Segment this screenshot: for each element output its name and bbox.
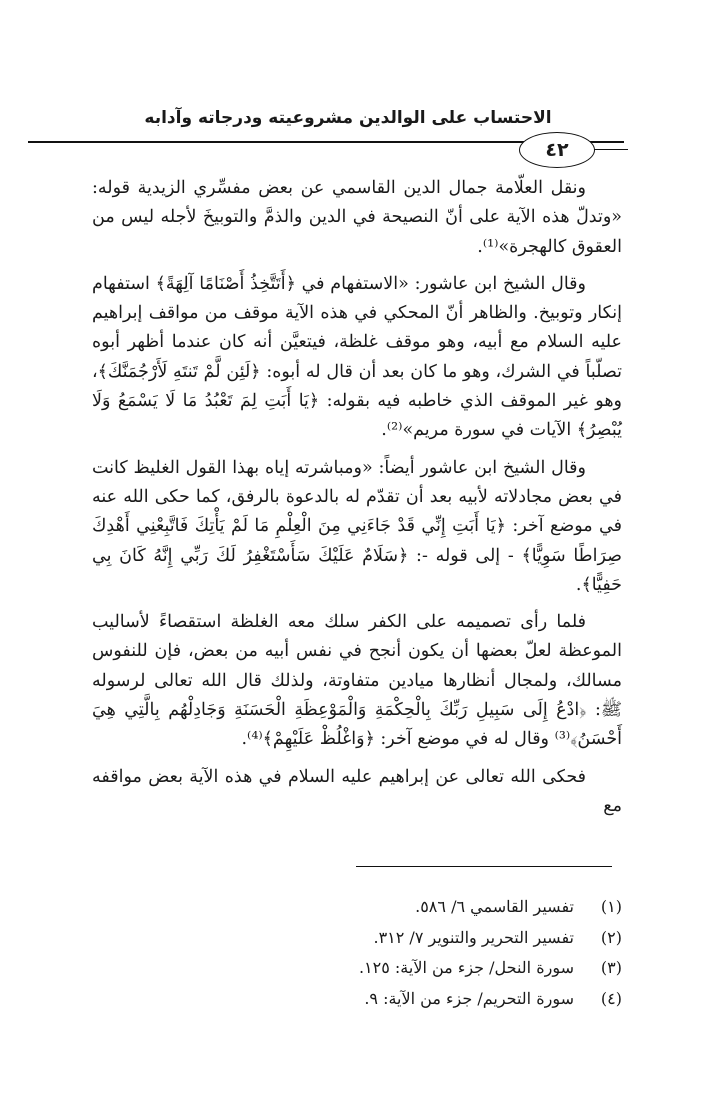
- footnote-text: تفسير التحرير والتنوير ٧/ ٣١٢.: [373, 927, 574, 947]
- footnote-number: (٤): [600, 988, 622, 1008]
- running-header-title: الاحتساب على الوالدين مشروعيته ودرجاته وآدابه: [144, 108, 552, 128]
- footnote-number: (١): [600, 897, 622, 916]
- footnote: [92, 923, 622, 954]
- footnote-separator: [356, 866, 612, 867]
- page-number-tail-rule: [594, 149, 628, 150]
- paragraph: فلما رأى تصميمه على الكفر سلك معه الغلظة استقصاءً لأساليب الموعظة لعلّ بعضها أن يكون أنجح في نفس أبيه من بعض، فإن للنفوس مسالك، ولمجال أنظارها ميادين متفاوتة، ولذلك قال الله تعالى لرسوله ﷺ: ﴿ادْعُ إِلَى سَبِيلِ رَبِّكَ بِالْحِكْمَةِ وَالْمَوْعِظَةِ الْحَسَنَةِ وَجَادِلْهُم بِالَّتِي هِيَ أَحْسَنُ﴾⁽³⁾ وقال له في موضع آخر: ﴿وَاغْلُظْ عَلَيْهِمْ﴾⁽⁴⁾.: [92, 612, 622, 750]
- paragraph: وقال الشيخ ابن عاشور أيضاً: «ومباشرته إياه بهذا القول الغليظ كانت في بعض مجادلاته لأبيه بعد أن تقدّم له بالدعوة بالرفق، كما حكى الله عنه في موضع آخر: ﴿يَا أَبَتِ إِنِّي قَدْ جَاءَنِي مِنَ الْعِلْمِ مَا لَمْ يَأْتِكَ فَاتَّبِعْنِي أَهْدِكَ صِرَاطًا سَوِيًّا﴾ - إلى قوله -: ﴿سَلَامٌ عَلَيْكَ سَأَسْتَغْفِرُ لَكَ رَبِّي إِنَّهُ كَانَ بِي حَفِيًّا﴾.: [92, 457, 622, 595]
- footnote: [92, 892, 622, 923]
- footnote-number: (٢): [600, 927, 622, 947]
- body-text: [92, 174, 622, 821]
- footnote-text: تفسير القاسمي ٦/ ٥٨٦.: [415, 897, 574, 916]
- paragraph: وقال الشيخ ابن عاشور: «الاستفهام في ﴿أَتَتَّخِذُ أَصْنَامًا آلِهَةً﴾ استفهام إنكار وتوبيخ. والظاهر أنّ المحكي في هذه الآية موقف من مواقف إبراهيم عليه السلام مع أبيه، وهو موقف غلظة، فيتعيَّن أنه كان عندما أظهر أبوه تصلّباً في الشرك، وهو ما كان بعد أن قال له أبوه: ﴿لَئِن لَّمْ تَنتَهِ لَأَرْجُمَنَّكَ﴾، وهو غير الموقف الذي خاطبه فيه بقوله: ﴿يَا أَبَتِ لِمَ تَعْبُدُ مَا لَا يَسْمَعُ وَلَا يُبْصِرُ﴾ الآيات في سورة مريم»⁽²⁾.: [92, 273, 622, 441]
- paragraph: فحكى الله تعالى عن إبراهيم عليه السلام في هذه الآية بعض مواقفه مع: [92, 766, 622, 816]
- paragraph: ونقل العلّامة جمال الدين القاسمي عن بعض مفسِّري الزيدية قوله: «وتدلّ هذه الآية على أنّ النصيحة في الدين والذمَّ والتوبيخَ لأجله ليس من العقوق كالهجرة»⁽¹⁾.: [92, 178, 622, 257]
- footnote: [92, 984, 622, 1015]
- footnote-number: (٣): [600, 958, 622, 977]
- page-number: ٤٢: [519, 132, 595, 168]
- footnote-text: سورة التحريم/ جزء من الآية: ٩.: [364, 988, 574, 1008]
- footnote-text: سورة النحل/ جزء من الآية: ١٢٥.: [358, 958, 574, 977]
- footnote: [92, 953, 622, 984]
- footnotes: [92, 892, 622, 1014]
